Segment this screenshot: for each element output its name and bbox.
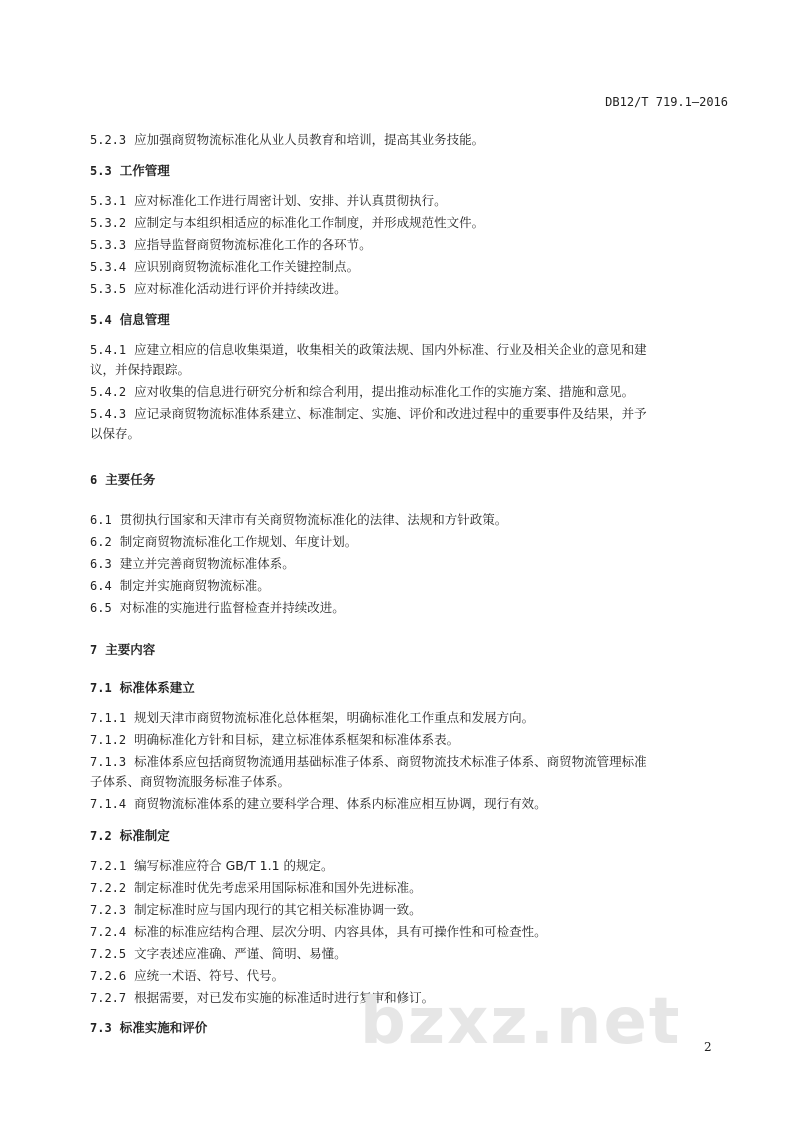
clause-text: 贯彻执行国家和天津市有关商贸物流标准化的法律、法规和方针政策。 [119,512,508,527]
clause-number: 5.3.1 [90,194,127,208]
clause-number: 7 [90,643,98,657]
clause-number: 5.3.2 [90,216,127,230]
clause-number: 7.1.3 [90,755,127,769]
clause-line [90,404,730,424]
section-heading [90,310,730,330]
clause-text: 建立并完善商贸物流标准体系。 [119,556,295,571]
clause-number: 7.2 [90,829,112,843]
clause-text: 文字表述应准确、严谨、简明、易懂。 [134,946,347,961]
clause-number: 7.2.1 [90,859,127,873]
clause-text: 应对收集的信息进行研究分析和综合利用，提出推动标准化工作的实施方案、措施和意见。 [134,384,635,399]
clause-text: 信息管理 [119,312,170,327]
clause-text: 商贸物流标准体系的建立要科学合理、体系内标准应相互协调，现行有效。 [134,796,547,811]
clause-line [90,794,730,814]
clause-text: 应对标准化活动进行评价并持续改进。 [134,281,347,296]
clause-line [90,730,730,750]
clause-text: 主要内容 [105,642,156,657]
clause-text: 标准实施和评价 [119,1020,208,1035]
clause-line [90,257,730,277]
clause-number: 7.2.3 [90,903,127,917]
clause-text: 制定标准时应与国内现行的其它相关标准协调一致。 [134,902,422,917]
clause-number: 6.3 [90,557,112,571]
clause-line [90,598,730,618]
clause-number: 7.1.1 [90,711,127,725]
clause-number: 7.1.2 [90,733,127,747]
clause-text: 标准的标准应结构合理、层次分明、内容具体，具有可操作性和可检查性。 [134,924,547,939]
clause-text: 主要任务 [105,472,156,487]
clause-number: 5.2.3 [90,133,127,147]
clause-text: 应记录商贸物流标准体系建立、标准制定、实施、评价和改进过程中的重要事件及结果，并予 [134,406,647,421]
clause-text: 应加强商贸物流标准化从业人员教育和培训，提高其业务技能。 [134,132,485,147]
clause-line [90,772,730,792]
clause-text: 子体系、商贸物流服务标准子体系。 [90,774,291,789]
clause-text: 编写标准应符合 GB/T 1.1 的规定。 [134,858,334,873]
clause-line [90,944,730,964]
clause-text: 应识别商贸物流标准化工作关键控制点。 [134,259,360,274]
clause-number: 5.4.2 [90,385,127,399]
clause-text: 根据需要，对已发布实施的标准适时进行复审和修订。 [134,990,435,1005]
clause-line [90,900,730,920]
section-heading [90,470,730,490]
clause-number: 5.3 [90,164,112,178]
clause-line [90,922,730,942]
clause-number: 7.1 [90,681,112,695]
clause-number: 5.3.3 [90,238,127,252]
clause-text: 明确标准化方针和目标，建立标准体系框架和标准体系表。 [134,732,460,747]
standard-code: DB12/T 719.1—2016 [605,95,728,109]
clause-line [90,554,730,574]
clause-text: 规划天津市商贸物流标准化总体框架，明确标准化工作重点和发展方向。 [134,710,535,725]
clause-text: 应指导监督商贸物流标准化工作的各环节。 [134,237,372,252]
clause-number: 6 [90,473,98,487]
clause-line [90,966,730,986]
clause-number: 7.2.6 [90,969,127,983]
clause-number: 7.2.7 [90,991,127,1005]
clause-text: 应制定与本组织相适应的标准化工作制度，并形成规范性文件。 [134,215,485,230]
clause-line [90,510,730,530]
clause-line [90,708,730,728]
clause-number: 6.2 [90,535,112,549]
clause-number: 5.4 [90,313,112,327]
clause-line [90,878,730,898]
clause-text: 制定并实施商贸物流标准。 [119,578,270,593]
clause-number: 6.1 [90,513,112,527]
clause-text: 制定标准时优先考虑采用国际标准和国外先进标准。 [134,880,422,895]
section-heading [90,640,730,660]
clause-number: 7.2.5 [90,947,127,961]
clause-number: 6.5 [90,601,112,615]
clause-number: 5.3.5 [90,282,127,296]
clause-text: 制定商贸物流标准化工作规划、年度计划。 [119,534,358,549]
clause-text: 应统一术语、符号、代号。 [134,968,285,983]
clause-text: 应建立相应的信息收集渠道，收集相关的政策法规、国内外标准、行业及相关企业的意见和建 [134,342,647,357]
clause-line [90,213,730,233]
clause-number: 6.4 [90,579,112,593]
clause-line [90,382,730,402]
clause-line [90,424,730,444]
clause-line [90,576,730,596]
clause-number: 7.2.4 [90,925,127,939]
clause-text: 以保存。 [90,426,141,441]
clause-text: 对标准的实施进行监督检查并持续改进。 [119,600,345,615]
clause-number: 5.4.1 [90,343,127,357]
clause-number: 5.4.3 [90,407,127,421]
section-heading [90,826,730,846]
clause-line [90,191,730,211]
clause-line [90,235,730,255]
section-heading [90,678,730,698]
clause-number: 7.2.2 [90,881,127,895]
clause-text: 标准体系应包括商贸物流通用基础标准子体系、商贸物流技术标准子体系、商贸物流管理标准 [134,754,647,769]
clause-line [90,130,730,150]
watermark: bzxz.net [360,985,682,1059]
clause-line [90,752,730,772]
clause-line [90,532,730,552]
clause-line [90,340,730,360]
clause-number: 7.1.4 [90,797,127,811]
clause-text: 工作管理 [119,163,170,178]
clause-number: 7.3 [90,1021,112,1035]
clause-text: 应对标准化工作进行周密计划、安排、并认真贯彻执行。 [134,193,447,208]
page-number: 2 [704,1040,712,1054]
clause-line [90,279,730,299]
clause-text: 标准体系建立 [119,680,195,695]
section-heading [90,161,730,181]
clause-text: 标准制定 [119,828,170,843]
clause-line [90,856,730,876]
clause-line [90,360,730,380]
clause-text: 议，并保持跟踪。 [90,362,191,377]
clause-number: 5.3.4 [90,260,127,274]
